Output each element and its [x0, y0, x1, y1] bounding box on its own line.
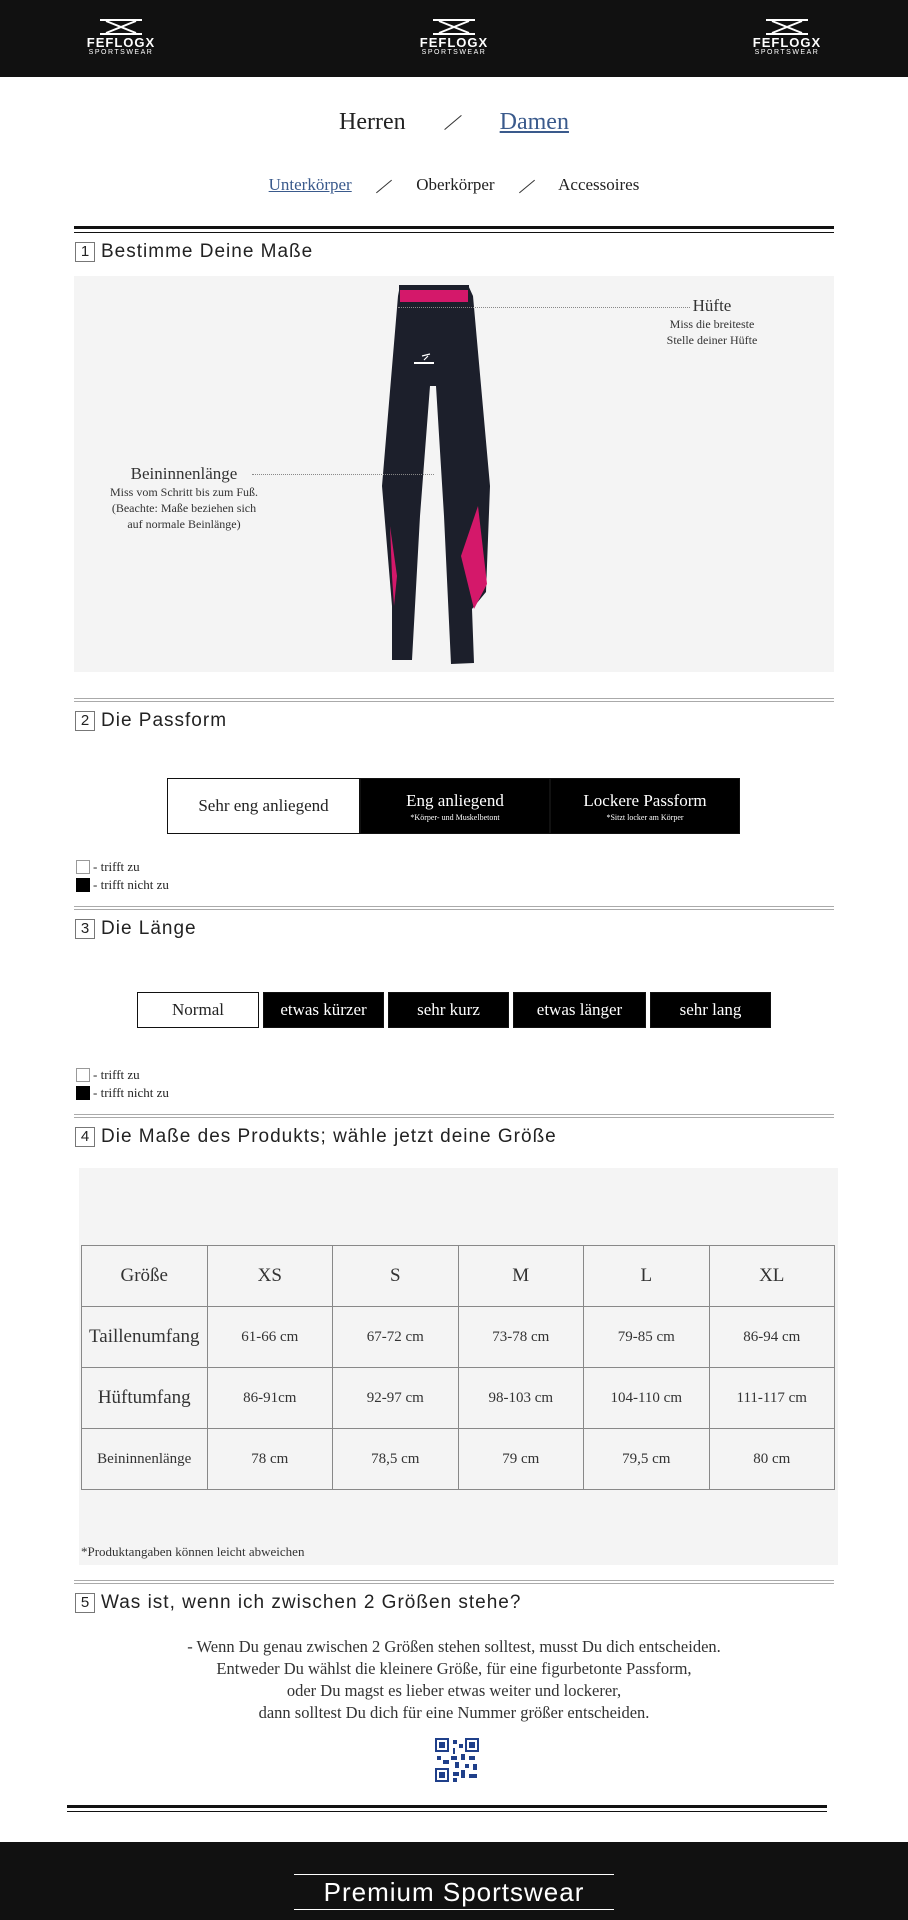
table-header-cell: XS — [207, 1246, 333, 1307]
advice-line: Entweder Du wählst die kleinere Größe, für eine figurbetonte Passform, — [216, 1659, 692, 1678]
table-cell: 104-110 cm — [584, 1368, 710, 1429]
table-header-cell: XL — [709, 1246, 835, 1307]
divider — [74, 906, 834, 910]
table-cell: 86-91cm — [207, 1368, 333, 1429]
length-option-etwas-laenger[interactable]: etwas länger — [513, 992, 646, 1028]
section-number: 3 — [75, 919, 95, 939]
section-title-length — [75, 918, 197, 940]
table-header-row — [82, 1246, 835, 1307]
advice-line: oder Du magst es lieber etwas weiter und lockerer, — [286, 1681, 622, 1700]
legend-no: - trifft nicht zu — [93, 1085, 169, 1100]
legend-no: - trifft nicht zu — [93, 877, 169, 892]
nav-damen-link[interactable]: Damen — [499, 108, 569, 135]
logo-subtext: SPORTSWEAR — [754, 49, 820, 56]
brand-logo[interactable] — [73, 18, 169, 58]
bein-marker-line — [252, 474, 434, 475]
table-cell: 79-85 cm — [584, 1307, 710, 1368]
table-cell: 78 cm — [207, 1429, 333, 1490]
huefte-marker-line — [398, 307, 690, 308]
section-heading: Die Passform — [101, 710, 228, 731]
table-cell: 67-72 cm — [333, 1307, 459, 1368]
size-table — [81, 1245, 835, 1490]
divider — [67, 1805, 827, 1812]
section-number: 5 — [75, 1593, 95, 1613]
logo-text: FEFLOGX — [86, 35, 156, 50]
length-options — [137, 992, 771, 1028]
section-heading: Die Maße des Produkts; wähle jetzt deine Größe — [101, 1126, 557, 1147]
logo-icon — [98, 18, 144, 36]
legend-empty-box — [76, 1068, 90, 1082]
nav-accessoires-link[interactable]: Accessoires — [558, 175, 640, 194]
logo-text: FEFLOGX — [752, 35, 822, 50]
table-header-cell: S — [333, 1246, 459, 1307]
legend — [76, 858, 169, 894]
table-row-label: Hüftumfang — [82, 1368, 208, 1429]
section-heading: Die Länge — [101, 918, 197, 939]
table-cell: 73-78 cm — [458, 1307, 584, 1368]
measure-illustration — [74, 276, 834, 672]
size-footnote: *Produktangaben können leicht abweichen — [81, 1544, 305, 1559]
category-nav — [0, 175, 908, 195]
legend-yes: - trifft zu — [93, 1067, 140, 1082]
logo-text: FEFLOGX — [419, 35, 489, 50]
section-number: 4 — [75, 1127, 95, 1147]
table-row — [82, 1429, 835, 1490]
label-beininnenlaenge: Beininnenlänge Miss vom Schritt bis zum Fuß. (Beachte: Maße beziehen sich auf normale Beinlänge) — [109, 464, 258, 531]
table-cell: 79,5 cm — [584, 1429, 710, 1490]
divider — [74, 1114, 834, 1118]
section-number: 1 — [75, 242, 95, 262]
legend-yes: - trifft zu — [93, 859, 140, 874]
length-option-sehr-kurz[interactable]: sehr kurz — [388, 992, 509, 1028]
brand-logo[interactable] — [739, 18, 835, 58]
label-huefte: Hüfte Miss die breiteste Stelle deiner Hüfte — [666, 296, 758, 347]
logo-subtext: SPORTSWEAR — [88, 49, 154, 56]
logo-icon — [431, 18, 477, 36]
length-option-sehr-lang[interactable]: sehr lang — [650, 992, 771, 1028]
legend-empty-box — [76, 860, 90, 874]
table-header-cell: Größe — [82, 1246, 208, 1307]
header-bar — [0, 0, 908, 77]
table-row-label: Taillenumfang — [82, 1307, 208, 1368]
nav-separator — [444, 115, 461, 130]
length-option-normal[interactable]: Normal — [137, 992, 259, 1028]
advice-line: dann solltest Du dich für eine Nummer größer entscheiden. — [258, 1703, 650, 1722]
table-header-cell: M — [458, 1246, 584, 1307]
table-cell: 80 cm — [709, 1429, 835, 1490]
advice-text — [0, 1636, 908, 1724]
table-row — [82, 1307, 835, 1368]
nav-separator — [519, 179, 535, 193]
legend-filled-box — [76, 878, 90, 892]
table-cell: 86-94 cm — [709, 1307, 835, 1368]
fit-option-eng[interactable]: Eng anliegend *Körper- und Muskelbetont — [360, 778, 550, 834]
footer-bar — [0, 1842, 908, 1920]
fit-option-sehr-eng[interactable]: Sehr eng anliegend — [167, 778, 360, 834]
table-header-cell: L — [584, 1246, 710, 1307]
nav-separator — [376, 179, 392, 193]
section-title-measure — [75, 241, 313, 263]
logo-icon — [764, 18, 810, 36]
nav-oberkoerper-link[interactable]: Oberkörper — [416, 175, 495, 194]
table-row-label: Beininnenlänge — [82, 1429, 208, 1490]
table-cell: 79 cm — [458, 1429, 584, 1490]
fit-options — [167, 778, 740, 834]
brand-logo[interactable] — [406, 18, 502, 58]
section-title-between-sizes — [75, 1592, 521, 1614]
section-heading: Bestimme Deine Maße — [101, 241, 314, 262]
section-title-sizes — [75, 1126, 557, 1148]
table-cell: 78,5 cm — [333, 1429, 459, 1490]
section-number: 2 — [75, 711, 95, 731]
gender-nav — [0, 108, 908, 136]
qr-code-icon[interactable] — [435, 1738, 479, 1782]
logo-subtext: SPORTSWEAR — [421, 49, 487, 56]
table-row — [82, 1368, 835, 1429]
legend — [76, 1066, 169, 1102]
nav-herren-link[interactable]: Herren — [339, 108, 406, 135]
nav-unterkoerper-link[interactable]: Unterkörper — [268, 175, 352, 194]
table-cell: 92-97 cm — [333, 1368, 459, 1429]
footer-tagline: Premium Sportswear — [294, 1874, 614, 1910]
table-cell: 111-117 cm — [709, 1368, 835, 1429]
legend-filled-box — [76, 1086, 90, 1100]
table-cell: 98-103 cm — [458, 1368, 584, 1429]
advice-line: - Wenn Du genau zwischen 2 Größen stehen solltest, musst Du dich entscheiden. — [187, 1637, 721, 1656]
divider — [74, 226, 834, 233]
fit-option-locker[interactable]: Lockere Passform *Sitzt locker am Körper — [550, 778, 740, 834]
table-cell: 61-66 cm — [207, 1307, 333, 1368]
divider — [74, 1580, 834, 1584]
section-title-fit — [75, 710, 227, 732]
divider — [74, 698, 834, 702]
section-heading: Was ist, wenn ich zwischen 2 Größen stehe? — [101, 1592, 522, 1613]
length-option-etwas-kuerzer[interactable]: etwas kürzer — [263, 992, 384, 1028]
